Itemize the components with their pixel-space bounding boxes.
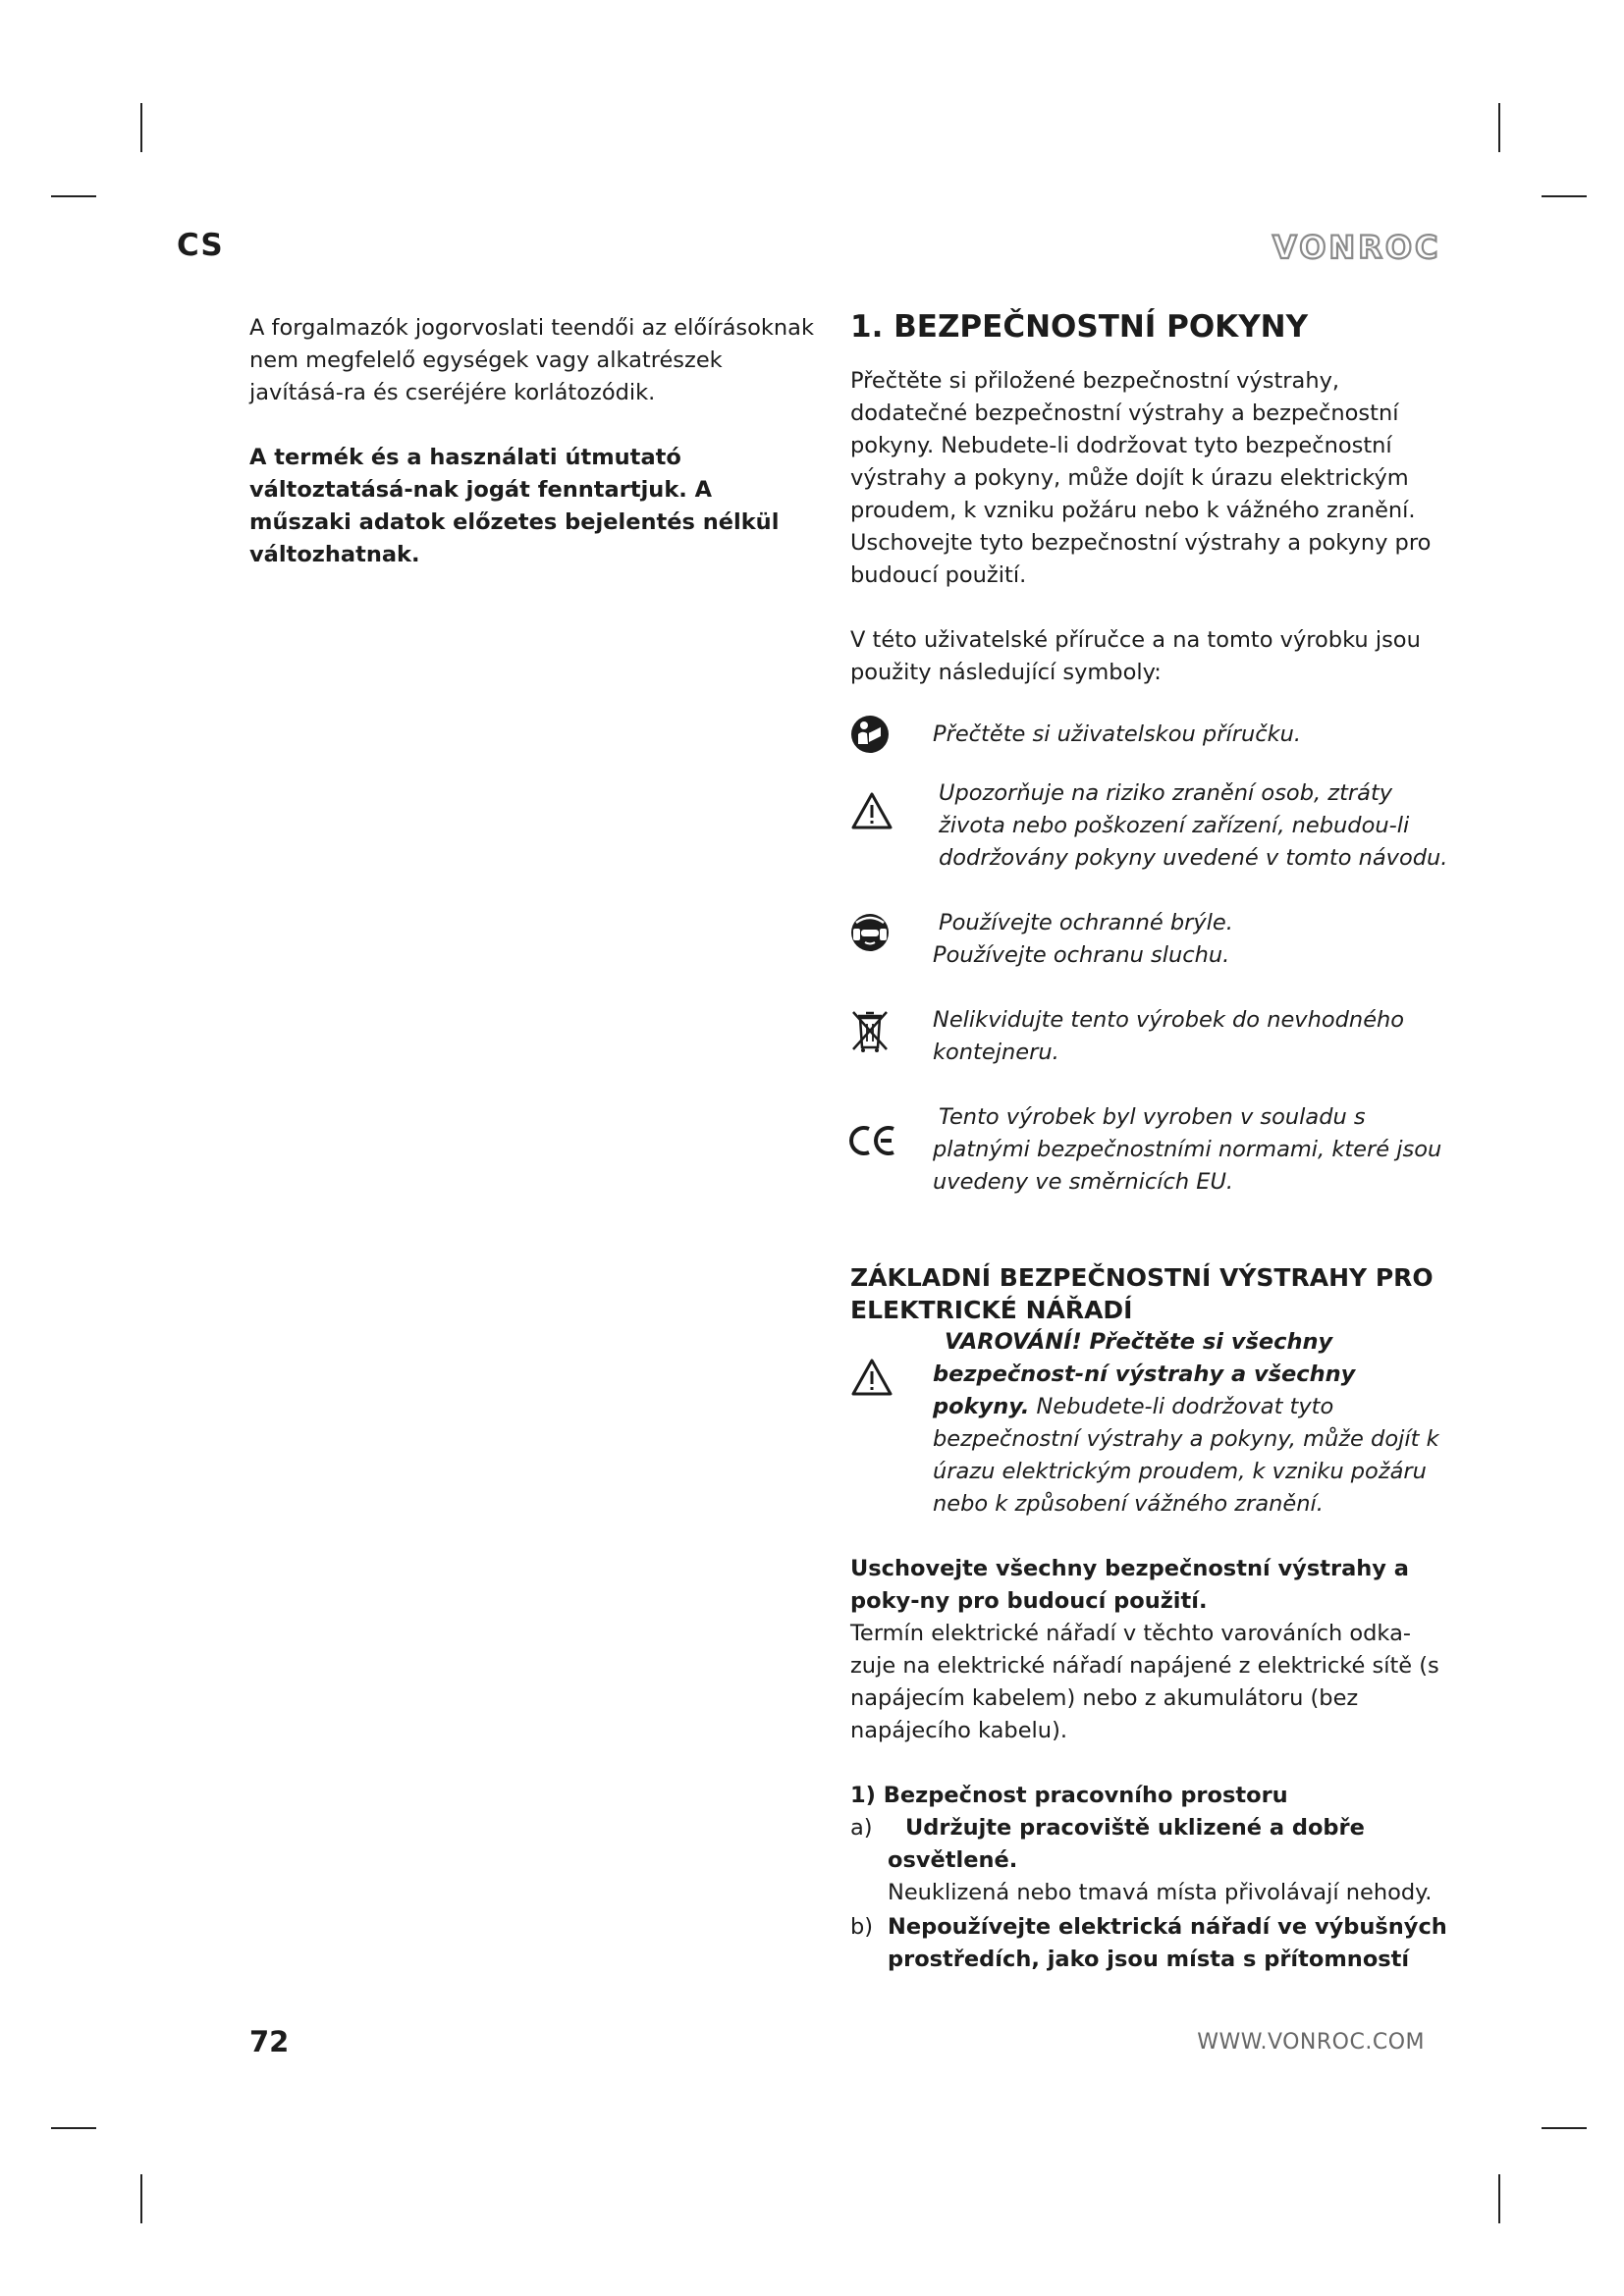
list-marker: a) <box>850 1815 873 1841</box>
ce-mark-icon <box>850 1125 899 1156</box>
keep-warnings-text: Uschovejte všechny bezpečnostní výstrahy a poky-ny pro budoucí použití. <box>850 1556 1409 1614</box>
list-item-text: Neuklizená nebo tmavá místa přivolávají nehody. <box>888 1880 1433 1905</box>
symbol-text: Používejte ochranné brýle. <box>939 910 1233 935</box>
crossed-bin-icon <box>850 1008 890 1053</box>
rights-reserved-paragraph: A termék és a használati útmutató változtatásá-nak jogát fenntartjuk. A műszaki adatok előzetes bejelentés nélkül változhatnak. <box>249 445 780 567</box>
read-manual-icon <box>850 715 890 754</box>
symbol-row <box>850 1101 1449 1199</box>
crop-mark <box>140 103 142 152</box>
symbol-row <box>850 907 1449 972</box>
list-item <box>850 1812 1449 1909</box>
crop-mark <box>1498 103 1500 152</box>
symbol-text: Upozorňuje na riziko zranění osob, ztráty života nebo poškození zařízení, nebudou-li dodržovány pokyny uvedené v tomto návodu. <box>939 780 1448 871</box>
crop-mark <box>51 2127 96 2129</box>
vonroc-logo <box>1272 229 1441 266</box>
distributor-remedy-paragraph: A forgalmazók jogorvoslati teendői az előírásoknak nem megfelelő egységek vagy alkatrészek javításá-ra és cseréjére korlátozódik. <box>249 315 814 405</box>
crop-mark <box>1498 2174 1500 2223</box>
warning-row <box>850 1326 1449 1521</box>
right-column <box>850 306 1449 1976</box>
warning-triangle-icon <box>850 1358 893 1397</box>
crop-mark <box>1542 2127 1587 2129</box>
power-tool-term-text: Termín elektrické nářadí v těchto varováních odka-zuje na elektrické nářadí napájené z elektrické sítě (s napájecím kabelem) nebo z akumulátoru (bez napájecího kabelu). <box>850 1621 1439 1743</box>
website-url: WWW.VONROC.COM <box>1197 2030 1425 2055</box>
warning-triangle-icon <box>850 791 893 830</box>
goggles-ear-protection-icon <box>850 913 890 952</box>
list-item-bold: Udržujte pracoviště uklizené a dobře osvětlené. <box>888 1815 1365 1873</box>
symbol-text: Používejte ochranu sluchu. <box>933 942 1230 968</box>
left-column <box>249 312 819 571</box>
crop-mark <box>51 195 96 197</box>
symbol-text: Přečtěte si uživatelskou příručku. <box>933 721 1302 747</box>
crop-mark <box>1542 195 1587 197</box>
brand-text: VONROC <box>1272 229 1441 266</box>
symbol-row <box>850 777 1449 875</box>
list-item-bold: Nepoužívejte elektrická nářadí ve výbušných prostředích, jako jsou místa s přítomností <box>888 1914 1447 1972</box>
work-area-safety-heading: 1) Bezpečnost pracovního prostoru <box>850 1783 1288 1808</box>
symbol-row <box>850 1004 1449 1069</box>
symbol-text: Nelikvidujte tento výrobek do nevhodného kontejneru. <box>933 1007 1405 1065</box>
language-code: CS <box>177 228 224 263</box>
warning-bold-text: VAROVÁNÍ! Přečtěte si všechny bezpečnost-ní výstrahy a všechny pokyny. <box>933 1329 1356 1419</box>
symbol-text: Tento výrobek byl vyroben v souladu s platnými bezpečnostními normami, které jsou uvedeny ve směrnicích EU. <box>933 1104 1442 1195</box>
crop-mark <box>140 2174 142 2223</box>
page-number: 72 <box>249 2025 290 2058</box>
symbol-row <box>850 715 1449 754</box>
symbols-intro-paragraph: V této uživatelské příručce a na tomto výrobku jsou použity následující symboly: <box>850 627 1421 685</box>
safety-intro-paragraph: Přečtěte si přiložené bezpečnostní výstrahy, dodatečné bezpečnostní výstrahy a bezpečnostní pokyny. Nebudete-li dodržovat tyto bezpečnostní výstrahy a pokyny, může dojít k úrazu elektrickým proudem, k vzniku požáru nebo k vážného zranění. Uschovejte tyto bezpečnostní výstrahy a pokyny pro budoucí použití. <box>850 368 1432 588</box>
section-title: 1. BEZPEČNOSTNÍ POKYNY <box>850 309 1309 345</box>
warning-text: Nebudete-li dodržovat tyto bezpečnostní výstrahy a pokyny, může dojít k úrazu elektrickým proudem, k vzniku požáru nebo k způsobení vážného zranění. <box>933 1394 1439 1517</box>
general-warnings-title: ZÁKLADNÍ BEZPEČNOSTNÍ VÝSTRAHY PRO ELEKTRICKÉ NÁŘADÍ <box>850 1263 1434 1324</box>
list-marker: b) <box>850 1914 874 1940</box>
list-item <box>850 1911 1449 1976</box>
